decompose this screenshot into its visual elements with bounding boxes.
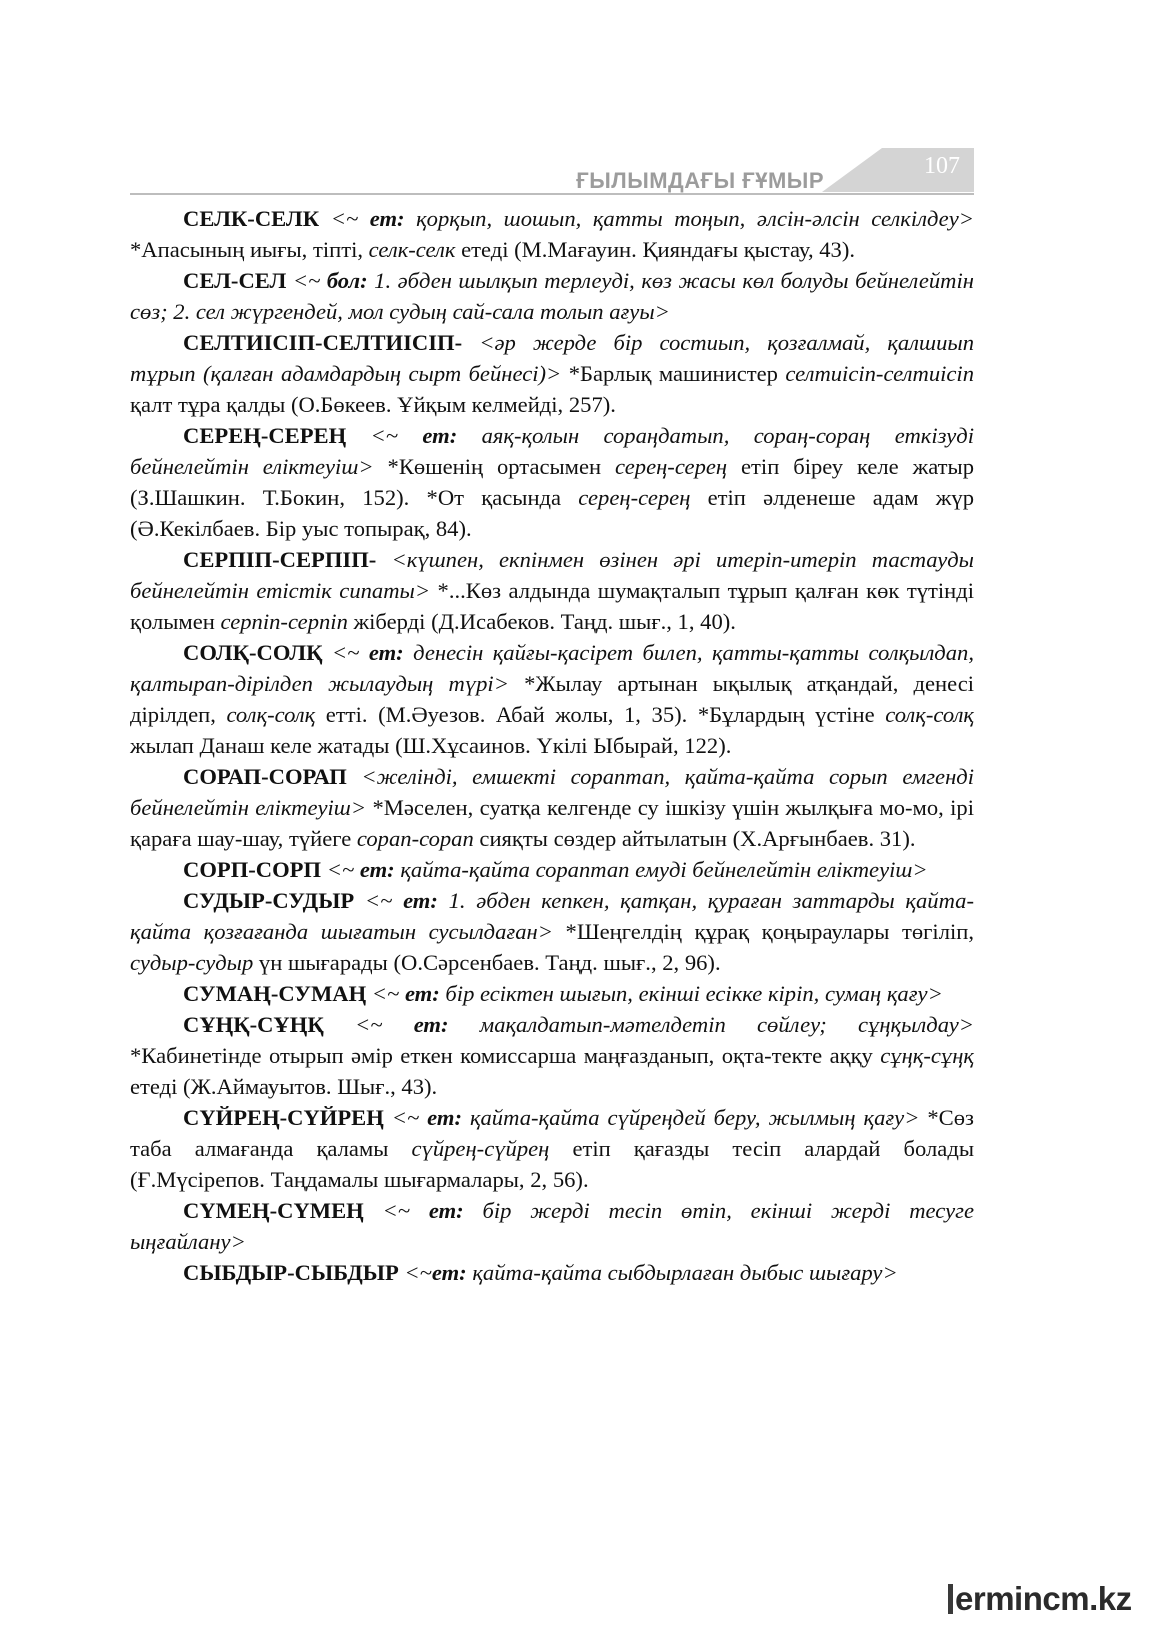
entry-headword: СОЛҚ-СОЛҚ bbox=[183, 640, 323, 665]
entry-definition-open bbox=[462, 330, 479, 355]
example-text: үн шығарады (О.Сәрсенбаев. Таңд. шығ., 2, 96). bbox=[253, 950, 721, 975]
entry-part-of-speech: ет: bbox=[413, 1012, 449, 1037]
dictionary-entry bbox=[130, 1195, 974, 1257]
entry-example bbox=[130, 1043, 974, 1099]
entry-headword: СЕЛ-СЕЛ bbox=[183, 268, 287, 293]
example-text: қалт тұра қалды (О.Бөкеев. Ұйқым келмейді, 257). bbox=[130, 392, 616, 417]
dictionary-entry bbox=[130, 978, 974, 1009]
entry-definition-open: <~ bbox=[321, 857, 360, 882]
entry-part-of-speech: ет: bbox=[403, 888, 438, 913]
example-text: жіберді (Д.Исабеков. Таңд. шығ., 1, 40). bbox=[347, 609, 736, 634]
example-text: етеді (М.Мағауин. Қияндағы қыстау, 43). bbox=[455, 237, 856, 262]
entry-definition: <күшпен, екпінмен өзінен әрі итеріп-итеріп тастауды бейнелейтін етістік сипаты> bbox=[130, 547, 974, 603]
dictionary-entry bbox=[130, 420, 974, 544]
example-headword-usage: селк-селк bbox=[368, 237, 456, 262]
entry-definition-open: <~ bbox=[322, 640, 369, 665]
dictionary-entry bbox=[130, 1257, 974, 1288]
watermark-text-part1: ermin bbox=[955, 1580, 1043, 1617]
example-text: етіп біреу келе жатыр (З.Шашкин. Т.Бокин, 152). *От қасында bbox=[130, 454, 975, 510]
entry-part-of-speech: ет: bbox=[428, 1198, 464, 1223]
entry-headword: СЕЛК-СЕЛК bbox=[183, 206, 320, 231]
entry-headword: СЫБДЫР-СЫБДЫР bbox=[183, 1260, 399, 1285]
entry-definition-open: <~ bbox=[323, 1012, 414, 1037]
entry-headword: СҮЙРЕҢ-СҮЙРЕҢ bbox=[183, 1105, 384, 1130]
entry-definition-open: <~ bbox=[319, 206, 370, 231]
dictionary-entry bbox=[130, 265, 974, 327]
entry-definition: қайта-қайта сүйреңдей беру, жылмың қағу> bbox=[462, 1105, 920, 1130]
entry-definition: мақалдатып-мәтелдетіп сөйлеу; сұңқылдау> bbox=[448, 1012, 974, 1037]
entry-part-of-speech: ет: bbox=[369, 206, 405, 231]
entry-definition: <желінді, емшекті сораптап, қайта-қайта сорып емгенді бейнелейтін еліктеуіш> bbox=[130, 764, 974, 820]
entry-example bbox=[130, 237, 855, 262]
entry-headword: СОРАП-СОРАП bbox=[183, 764, 347, 789]
example-headword-usage: судыр-судыр bbox=[130, 950, 254, 975]
example-text: етті. (М.Әуезов. Абай жолы, 1, 35). *Бұлардың үстіне bbox=[315, 702, 886, 727]
entry-definition-open: <~ bbox=[398, 1260, 432, 1285]
entry-definition-open: <~ bbox=[383, 1105, 428, 1130]
entry-definition-open: <~ bbox=[363, 1198, 429, 1223]
example-text: *Сөз таба алмағанда қаламы bbox=[130, 1105, 974, 1161]
dictionary-entry bbox=[130, 1009, 974, 1102]
entry-definition: бір есіктен шығып, екінші есікке кіріп, сумаң қағу> bbox=[439, 981, 943, 1006]
dictionary-entry bbox=[130, 1102, 974, 1195]
dictionary-entry bbox=[130, 854, 974, 885]
dictionary-entry bbox=[130, 637, 974, 761]
entry-definition: аяқ-қолын сораңдатып, сораң-сораң еткізуді бейнелейтін еліктеуіш> bbox=[130, 423, 974, 479]
entry-part-of-speech: ет: bbox=[404, 981, 440, 1006]
entry-definition: 1. әбден кепкен, қатқан, қураған заттарды қайта-қайта қозғағанда шығатын сусылдаған> bbox=[130, 888, 974, 944]
example-headword-usage: серпіп-серпіп bbox=[220, 609, 348, 634]
running-header bbox=[130, 148, 974, 196]
entry-headword: СУДЫР-СУДЫР bbox=[183, 888, 355, 913]
dictionary-content bbox=[130, 203, 974, 1288]
example-headword-usage: сүйреӊ-сүйреӊ bbox=[411, 1136, 550, 1161]
entry-headword: СҮМЕҢ-СҮМЕҢ bbox=[183, 1198, 364, 1223]
entry-definition-open bbox=[347, 764, 362, 789]
example-text: *Көшенің ортасымен bbox=[373, 454, 616, 479]
entry-headword: СЕЛТИІСІП-СЕЛТИІСІП- bbox=[183, 330, 463, 355]
entry-part-of-speech: ет: bbox=[368, 640, 404, 665]
entry-definition: денесін қайғы-қасірет билеп, қатты-қатты солқылдап, қалтырап-дірілдеп жылаудың түрі> bbox=[130, 640, 974, 696]
entry-definition-open bbox=[376, 547, 391, 572]
example-text: етіп әлденеше адам жүр (Ә.Кекілбаев. Бір уыс топырақ, 84). bbox=[130, 485, 975, 541]
entry-definition: 1. әбден шылқып терлеуді, көз жасы көл болуды бейнелейтін сөз; 2. сел жүргендей, мол судың сай-сала толып ағуы> bbox=[130, 268, 974, 324]
example-text: жылап Данаш келе жатады (Ш.Хұсаинов. Үкілі Ыбырай, 122). bbox=[130, 733, 732, 758]
entry-part-of-speech: ет: bbox=[422, 423, 458, 448]
entry-definition: бір жерді тесіп өтіп, екінші жерді тесуге ыңғайлану> bbox=[130, 1198, 974, 1254]
entry-part-of-speech: бол: bbox=[326, 268, 368, 293]
example-text: етіп қағазды тесіп алардай болады (Ғ.Мүсірепов. Таңдамалы шығармалары, 2, 56). bbox=[130, 1136, 975, 1192]
example-text: *...Көз алдында шумақталып тұрып қалған көк түтінді қолымен bbox=[130, 578, 975, 634]
page-number: 107 bbox=[924, 153, 960, 179]
dictionary-entry bbox=[130, 761, 974, 854]
header-decoration-wedge bbox=[822, 148, 882, 192]
entry-definition-open: <~ bbox=[354, 888, 404, 913]
header-rule bbox=[130, 193, 974, 195]
entry-headword: СОРП-СОРП bbox=[183, 857, 322, 882]
entry-definition: қайта-қайта сыбдырлаған дыбыс шығару> bbox=[466, 1260, 898, 1285]
example-text: сияқты сөздер айтылатын (Х.Арғынбаев. 31). bbox=[473, 826, 916, 851]
dictionary-entry bbox=[130, 544, 974, 637]
example-headword-usage: солқ-солқ bbox=[226, 702, 316, 727]
entry-headword: СУМАҢ-СУМАҢ bbox=[183, 981, 367, 1006]
dictionary-entry bbox=[130, 885, 974, 978]
example-headword-usage: сорап-сорап bbox=[356, 826, 474, 851]
entry-headword: СЕРПІП-СЕРПІП- bbox=[183, 547, 377, 572]
termincom-watermark[interactable] bbox=[948, 1582, 1132, 1615]
watermark-text-c: c bbox=[1042, 1580, 1061, 1617]
example-headword-usage: сұңқ-сұңқ bbox=[880, 1043, 974, 1068]
example-headword-usage: селтиісіп-селтиісіп bbox=[785, 361, 974, 386]
entry-definition: <әр жерде бір состиып, қозғалмай, қалшиып тұрып (қалған адамдардың сырт бейнесі)> bbox=[130, 330, 974, 386]
example-text: *Мәселен, суатқа келгенде су ішкізу үшін жылқыға мо-мо, ірі қараға шау-шау, түйеге bbox=[130, 795, 974, 851]
entry-definition-open: <~ bbox=[346, 423, 423, 448]
example-text: *Жылау артынан ықылық атқандай, денесі дірілдеп, bbox=[130, 671, 974, 727]
running-header-title: ҒЫЛЫМДАҒЫ ҒҰМЫР bbox=[576, 168, 824, 193]
entry-definition: қорқып, шошып, қатты тоңып, әлсін-әлсін селкілдеу> bbox=[404, 206, 974, 231]
example-headword-usage: сереӊ-сереӊ bbox=[578, 485, 691, 510]
entry-headword: СЕРЕҢ-СЕРЕҢ bbox=[183, 423, 347, 448]
watermark-t-icon bbox=[948, 1584, 953, 1614]
example-text: *Барлық машинистер bbox=[561, 361, 786, 386]
watermark-text-part2: m.kz bbox=[1060, 1580, 1132, 1617]
example-text: *Шеңгелдің құрақ қоңыраулары төгіліп, bbox=[552, 919, 974, 944]
page-number-box bbox=[882, 148, 974, 192]
example-headword-usage: сереӊ-сереӊ bbox=[615, 454, 728, 479]
entry-headword: СҰҢҚ-СҰҢҚ bbox=[183, 1012, 324, 1037]
entry-part-of-speech: ет: bbox=[359, 857, 395, 882]
entry-definition-open: <~ bbox=[366, 981, 405, 1006]
dictionary-entry bbox=[130, 327, 974, 420]
example-text: *Кабинетінде отырып әмір еткен комиссарша маңғазданып, оқта-текте аққу bbox=[130, 1043, 881, 1068]
entry-definition-open: <~ bbox=[286, 268, 327, 293]
entry-definition: қайта-қайта сораптап емуді бейнелейтін еліктеуіш> bbox=[394, 857, 928, 882]
entry-part-of-speech: ет: bbox=[431, 1260, 467, 1285]
dictionary-entry bbox=[130, 203, 974, 265]
example-headword-usage: солқ-солқ bbox=[885, 702, 974, 727]
example-text: *Апасының иығы, тіпті, bbox=[130, 237, 369, 262]
example-text: етеді (Ж.Аймауытов. Шығ., 43). bbox=[130, 1074, 438, 1099]
entry-part-of-speech: ет: bbox=[427, 1105, 463, 1130]
